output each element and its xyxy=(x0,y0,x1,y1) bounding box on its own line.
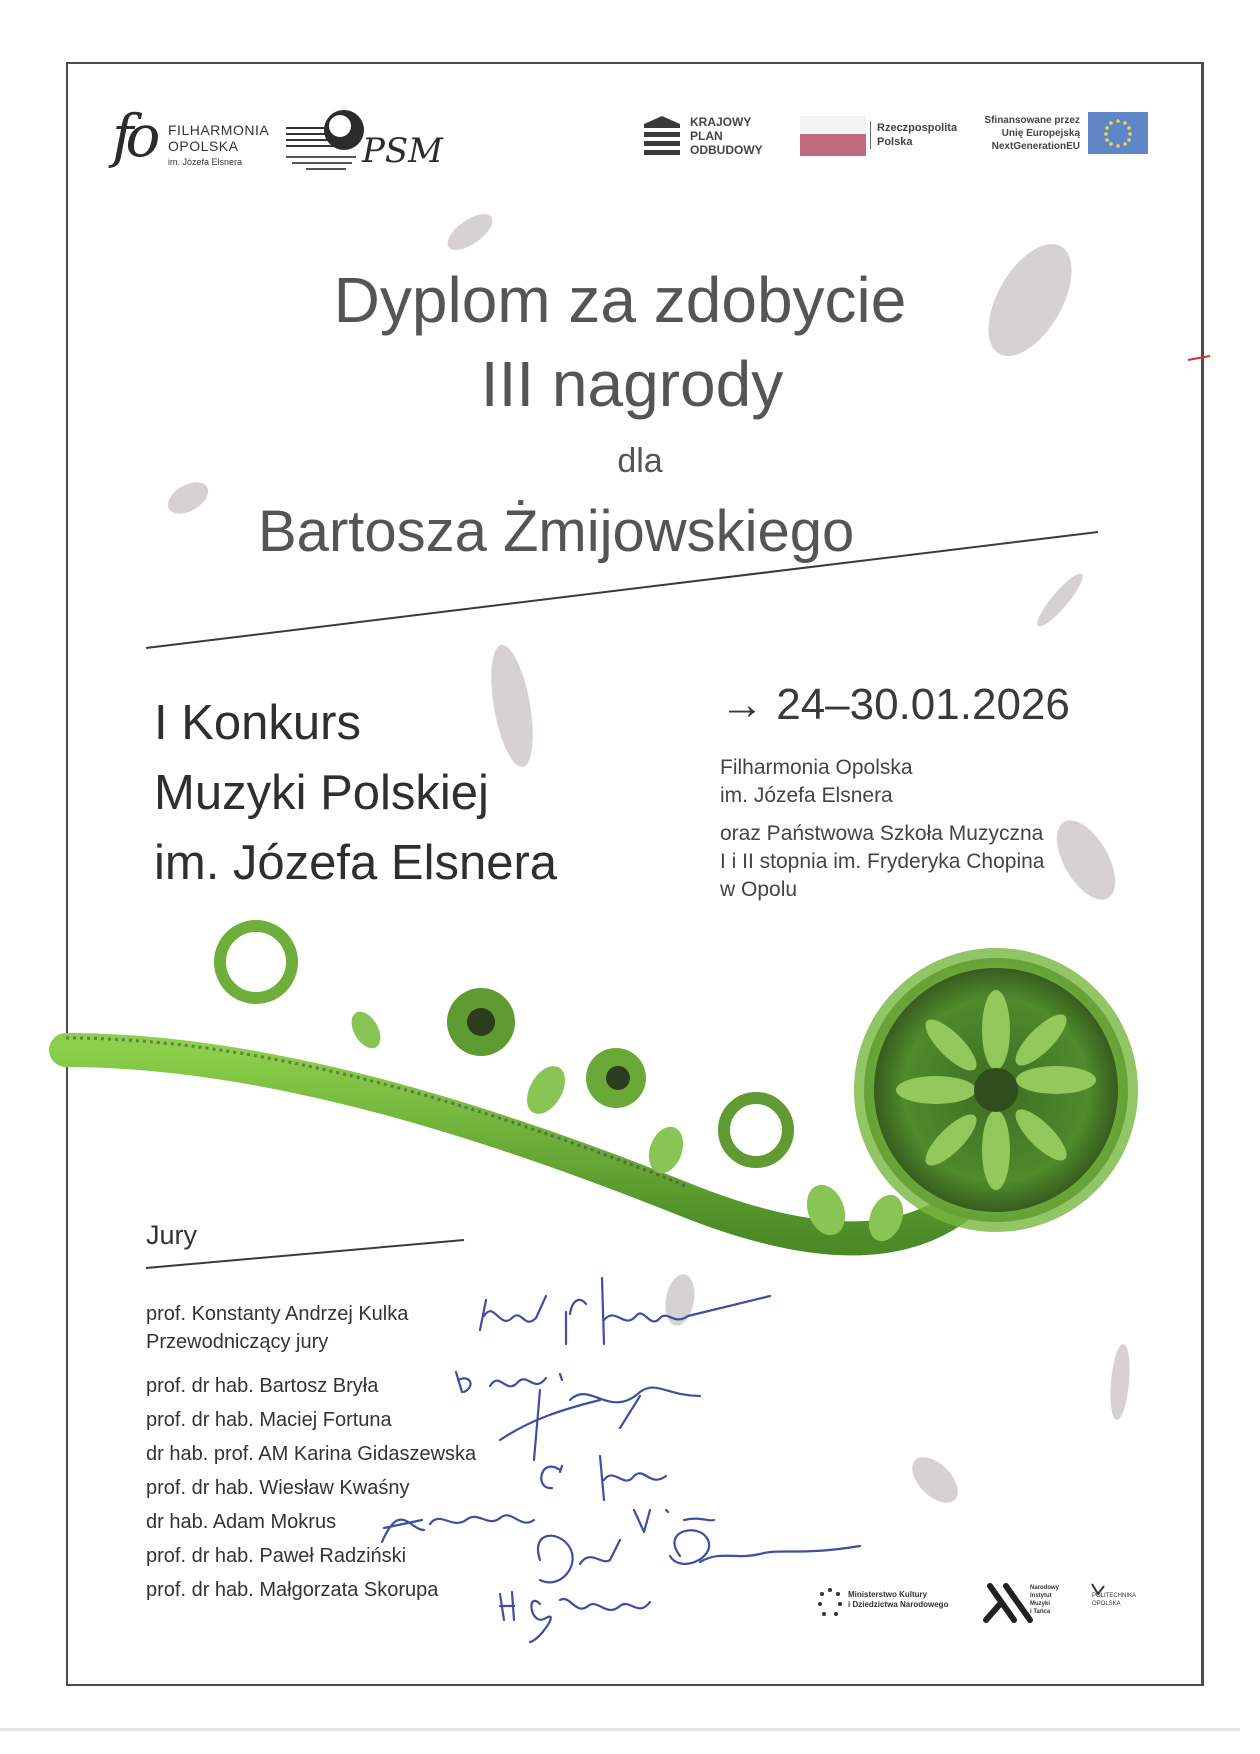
jury-member: prof. dr hab. Małgorzata Skorupa xyxy=(146,1579,439,1601)
filharmonia-name-1: FILHARMONIA xyxy=(168,122,270,138)
ministry-line-1: Ministerstwo Kultury xyxy=(848,1590,928,1599)
jury-member: dr hab. prof. AM Karina Gidaszewska xyxy=(146,1443,477,1465)
diploma-title-line-2: III nagrody xyxy=(480,348,784,420)
svg-text:PSM: PSM xyxy=(362,131,443,171)
nimit-line-2: Instytut xyxy=(1030,1593,1052,1599)
filharmonia-name-2: OPOLSKA xyxy=(168,138,239,154)
contest-dates: → 24–30.01.2026 xyxy=(720,680,1070,729)
filharmonia-name-3: im. Józefa Elsnera xyxy=(168,157,243,167)
kpo-line-1: KRAJOWY xyxy=(690,115,752,129)
nimit-line-4: i Tańca xyxy=(1030,1609,1051,1615)
recipient-name: Bartosza Żmijowskiego xyxy=(258,499,855,564)
contest-line-1: I Konkurs xyxy=(154,696,361,750)
politechnika-logo-text xyxy=(1092,1592,1136,1608)
nimit-line-1: Narodowy xyxy=(1030,1585,1060,1591)
jury-member: prof. dr hab. Maciej Fortuna xyxy=(146,1409,392,1431)
rp-line-2: Polska xyxy=(877,136,913,148)
kpo-line-2: PLAN xyxy=(690,129,723,143)
organizer-2-line-2: I i II stopnia im. Fryderyka Chopina xyxy=(720,850,1045,873)
nimit-logo-text xyxy=(1030,1584,1059,1616)
contest-line-2: Muzyki Polskiej xyxy=(154,766,489,820)
jury-chair-name: prof. Konstanty Andrzej Kulka xyxy=(146,1303,409,1325)
rp-line-1: Rzeczpospolita xyxy=(877,122,958,134)
organizer-1-line-1: Filharmonia Opolska xyxy=(720,756,913,779)
jury-member: prof. dr hab. Bartosz Bryła xyxy=(146,1375,379,1397)
for-label: dla xyxy=(617,442,663,480)
politechnika-line-2: OPOLSKA xyxy=(1092,1601,1121,1607)
jury-member: prof. dr hab. Paweł Radziński xyxy=(146,1545,407,1567)
jury-chair-role: Przewodniczący jury xyxy=(146,1331,329,1353)
organizer-2-line-3: w Opolu xyxy=(720,878,798,901)
eu-line-3: NextGenerationEU xyxy=(991,141,1080,152)
scan-edge xyxy=(0,1728,1240,1731)
organizer-1-line-2: im. Józefa Elsnera xyxy=(720,784,893,807)
kpo-line-3: ODBUDOWY xyxy=(690,143,763,157)
jury-member: prof. dr hab. Wiesław Kwaśny xyxy=(146,1477,410,1499)
ministry-logo-text xyxy=(848,1590,948,1610)
politechnika-line-1: POLITECHNIKA xyxy=(1092,1593,1137,1599)
diploma-title-line-1: Dyplom za zdobycie xyxy=(333,264,907,336)
jury-member: dr hab. Adam Mokrus xyxy=(146,1511,337,1533)
eu-line-2: Unię Europejską xyxy=(1001,128,1080,139)
eu-line-1: Sfinansowane przez xyxy=(984,115,1080,126)
filharmonia-logo-mark: fo xyxy=(112,102,153,170)
organizer-2-line-1: oraz Państwowa Szkoła Muzyczna xyxy=(720,822,1044,845)
contest-line-3: im. Józefa Elsnera xyxy=(154,836,558,890)
ministry-line-2: i Dziedzictwa Narodowego xyxy=(848,1600,949,1609)
nimit-line-3: Muzyki xyxy=(1030,1601,1051,1607)
jury-label: Jury xyxy=(146,1220,198,1250)
